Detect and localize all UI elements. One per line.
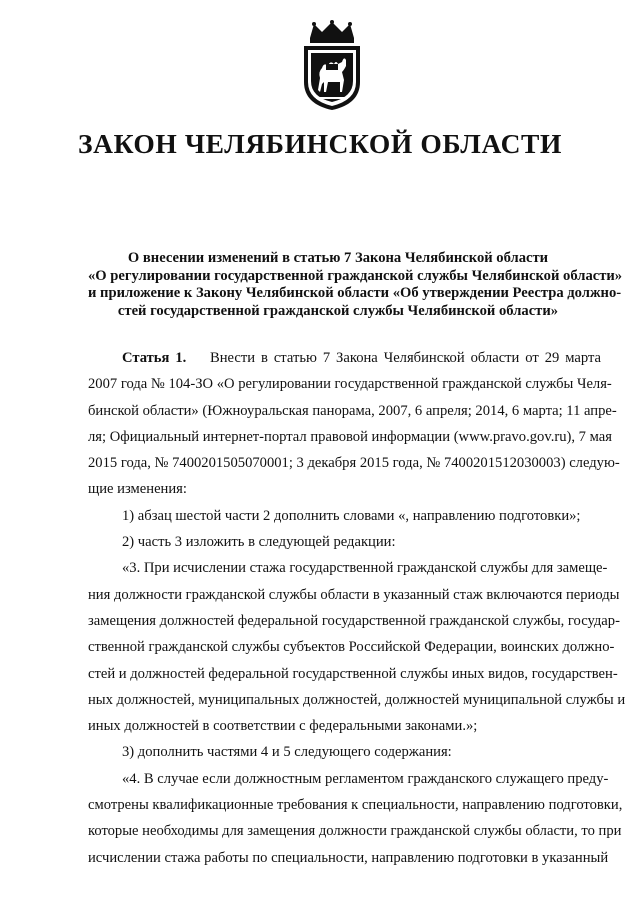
body-line: иных должностей в соответствии с федеральными законами.»; [88, 718, 478, 735]
article-text: Внести в статью 7 Закона Челябинской области от 29 марта [210, 350, 601, 366]
body-line: 2015 года, № 7400201505070001; 3 декабря 2015 года, № 7400201512030003) следую- [88, 455, 620, 472]
body-line: стей и должностей федеральной государственной службы иных видов, государствен- [88, 665, 618, 682]
amendment-item-3: 3) дополнить частями 4 и 5 следующего содержания: [122, 744, 452, 761]
subject-line: и приложение к Закону Челябинской области «Об утверждении Реестра должно- [88, 285, 622, 301]
quoted-paragraph-3: «3. При исчислении стажа государственной гражданской службы для замеще- [122, 560, 608, 577]
article-body [88, 345, 626, 871]
article-label: Статья 1. [122, 350, 187, 366]
subject-line: О внесении изменений в статью 7 Закона Челябинской области [127, 250, 549, 266]
body-line: смотрены квалификационные требования к специальности, направлению подготовки, [88, 797, 623, 814]
body-line: ных должностей, муниципальных должностей, должностей муниципальной службы и [88, 691, 626, 708]
body-line: замещения должностей федеральной государственной гражданской службы, государ- [88, 612, 620, 629]
quoted-paragraph-4: «4. В случае если должностным регламентом гражданского служащего преду- [122, 770, 609, 787]
body-line: ственной гражданской службы субъектов Российской Федерации, воинских должно- [88, 639, 615, 656]
article-first-line [88, 345, 601, 371]
body-line: бинской области» (Южноуральская панорама, 2007, 6 апреля; 2014, 6 марта; 11 апре- [88, 402, 617, 419]
body-line: исчислении стажа работы по специальности, направлению подготовки в указанный [88, 849, 609, 866]
body-line: ля; Официальный интернет-портал правовой информации (www.pravo.gov.ru), 7 мая [88, 428, 612, 445]
subject-line: стей государственной гражданской службы Челябинской области» [117, 302, 559, 319]
law-subject [88, 250, 623, 320]
body-line: щие изменения: [88, 481, 187, 498]
coat-of-arms-icon [296, 20, 368, 112]
law-title: ЗАКОН ЧЕЛЯБИНСКОЙ ОБЛАСТИ [78, 128, 562, 159]
subject-line: «О регулировании государственной гражданской службы Челябинской области» [88, 267, 623, 284]
amendment-item-2: 2) часть 3 изложить в следующей редакции: [122, 534, 396, 551]
amendment-item-1: 1) абзац шестой части 2 дополнить словами «, направлению подготовки»; [122, 507, 581, 524]
body-line: ния должности гражданской службы области в указанный стаж включаются периоды [88, 586, 620, 603]
body-line: 2007 года № 104-ЗО «О регулировании государственной гражданской службы Челя- [88, 376, 612, 393]
body-line: которые необходимы для замещения должности гражданской службы области, то при [88, 823, 622, 840]
